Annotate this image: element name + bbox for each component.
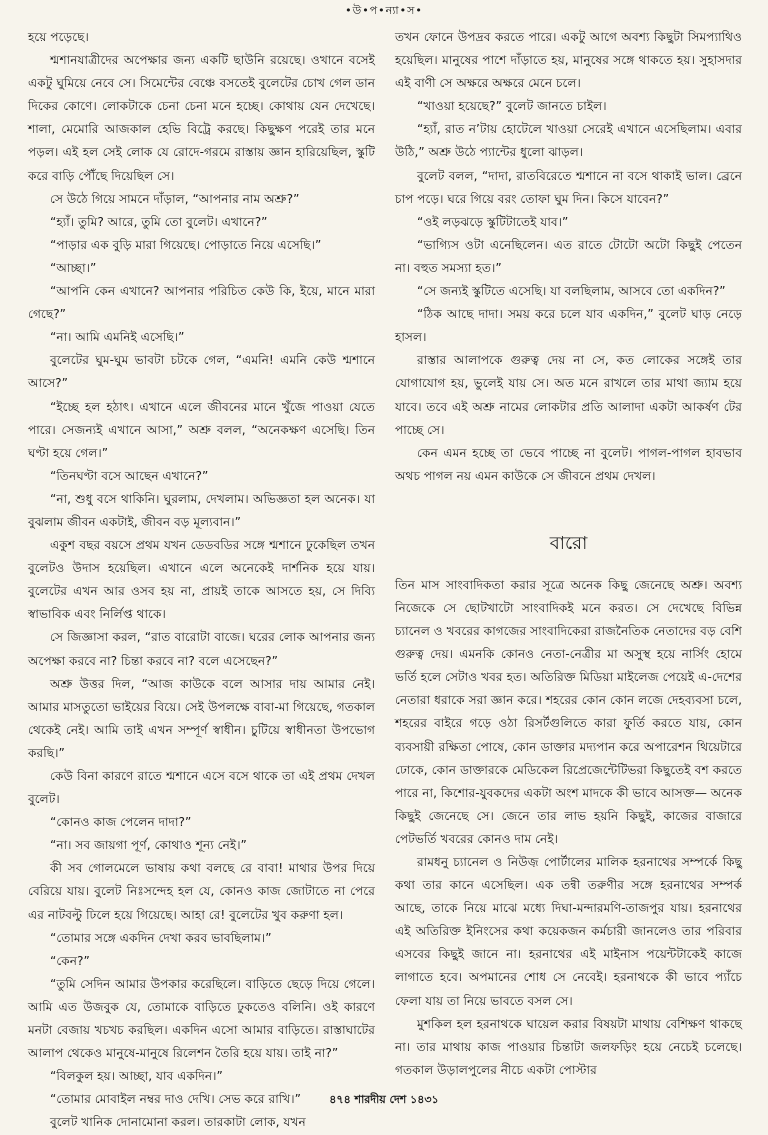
paragraph: “হ্যাঁ, রাত ন’টায় হোটেলে খাওয়া সেরেই এখানে এসেছিলাম। এবার উঠি,” অশ্রু উঠে প্যান্টের ধুলো ঝাড়ল। (395, 122, 742, 160)
running-header: •উ•প•ন্যা•স• (345, 4, 423, 17)
right-column (395, 26, 742, 1082)
paragraph: “হ্যাঁ। তুমি? আরে, তুমি তো বুলেট। এখানে?” (50, 214, 268, 229)
paragraph: “বিলকুল হয়। আচ্ছা, যাব একদিন।” (50, 1069, 223, 1084)
paragraph: শ্মশানযাত্রীদের অপেক্ষার জন্য একটি ছাউনি রয়েছে। ওখানে বসেই একটু ঘুমিয়ে নেবে সে। সিমেন্টের বেঞ্চে বসতেই বুলেটের চোখ গেল ডান দিকের কোণে। লোকটাকে চেনা চেনা মনে হচ্ছে। কোথায় যেন দেখেছে। শালা, মেমোরি আজকাল হেভি বিট্রে করছে। কিছুক্ষণ পরেই তার মনে পড়ল। এই হল সেই লোক যে রোদে-গরমে রাস্তায় জ্ঞান হারিয়েছিল, স্কুটি করে বাড়ি পৌঁছে দিয়েছিল সে। (28, 53, 375, 183)
paragraph: হয়ে পড়েছে। (28, 30, 89, 44)
paragraph: “না, শুধু বসে থাকিনি। ঘুরলাম, দেখলাম। অভিজ্ঞতা হল অনেক। যা বুঝলাম জীবন একটাই, জীবন বড় মূল্যবান।” (28, 491, 375, 529)
left-column (28, 26, 375, 1135)
page-footer: ৪৭৪ শারদীয় দেশ ১৪৩১ (329, 1093, 439, 1106)
paragraph: কেন এমন হচ্ছে তা ভেবে পাচ্ছে না বুলেট। পাগল-পাগল হাবভাব অথচ পাগল নয় এমন কাউকে সে জীবনে প্রথম দেখল। (395, 445, 742, 483)
paragraph: তখন ফোনে উপদ্রব করতে পারে। একটু আগে অবশ্য কিছুটা সিমপ্যাথিও হয়েছিল। মানুষের পাশে দাঁড়াতে হয়, মানুষের সঙ্গে থাকতে হয়। সুহাসদার এই বাণী সে অক্ষরে অক্ষরে মেনে চলে। (395, 30, 742, 91)
paragraph: “ভাগ্যিস ওটা এনেছিলেন। এত রাতে টোটো অটো কিছুই পেতেন না। বহুত সমস্যা হত।” (395, 237, 742, 275)
paragraph: “না। সব জায়গা পূর্ণ, কোথাও শূন্য নেই।” (50, 838, 247, 853)
paragraph: রামধনু চ্যানেল ও নিউজ় পোর্টালের মালিক হরনাথের সম্পর্কে কিছু কথা তার কানে এসেছিল। এক তন্বী তরুণীর সঙ্গে হরনাথের সম্পর্ক আছে, তাকে নিয়ে মাঝে মধ্যে দিঘা-মন্দারমণি-তাজপুর যায়। হরনাথের এই অতিরিক্ত ইনিংসের কথা কয়েকজন কর্মচারী জানলেও তার পরিবার এসবের কিছুই জানে না। হরনাথের এই মাইনাস পয়েন্টটাকেই কাজে লাগাতে হবে। অপমানের শোধ সে নেবেই। হরনাথকে কী ভাবে প্যাঁচে ফেলা যায় তা নিয়ে ভাবতে বসল সে। (395, 855, 742, 1008)
paragraph: মুশকিল হল হরনাথকে ঘায়েল করার বিষয়টা মাথায় বেশিক্ষণ থাকছে না। তার মাথায় কাজ পাওয়ার চিন্তাটা জলফড়িং হয়ে নেচেই চলেছে। গতকাল উড়ালপুলের নীচে একটা পোস্টার (395, 1016, 742, 1077)
paragraph: “কেন?” (50, 953, 90, 968)
paragraph: কী সব গোলমেলে ভাষায় কথা বলছে রে বাবা! মাথার উপর দিয়ে বেরিয়ে যায়। বুলেট নিঃসন্দেহ হল যে, কোনও কাজ জোটাতে না পেরে এর নাটবল্টু ঢিলে হয়ে গিয়েছে। আহা রে! বুলেটের খুব করুণা হল। (28, 861, 375, 922)
paragraph: “সে জন্যই স্কুটিতে এসেছি। যা বলছিলাম, আসবে তো একদিন?” (417, 284, 726, 299)
paragraph: “আপনি কেন এখানে? আপনার পরিচিত কেউ কি, ইয়ে, মানে মারা গেছে?” (28, 284, 375, 322)
paragraph: “তিনঘণ্টা বসে আছেন এখানে?” (50, 468, 209, 483)
paragraph: “ঠিক আছে দাদা। সময় করে চলে যাব একদিন,” বুলেট ঘাড় নেড়ে হাসল। (395, 307, 742, 345)
paragraph: সে জিজ্ঞাসা করল, “রাত বারোটা বাজে। ঘরের লোক আপনার জন্য অপেক্ষা করবে না? চিন্তা করবে না? বলে এসেছেন?” (28, 630, 375, 668)
paragraph: “ইচ্ছে হল হঠাৎ। এখানে এলে জীবনের মানে খুঁজে পাওয়া যেতে পারে। সেজন্যই এখানে আসা,” অশ্রু বলল, “অনেকক্ষণ এসেছি। তিন ঘণ্টা হয়ে গেল।” (28, 399, 375, 460)
paragraph: বুলেট বলল, “দাদা, রাতবিরেতে শ্মশানে না বসে থাকাই ভাল। ব্রেনে চাপ পড়ে। ঘরে গিয়ে বরং তোফা ঘুম দিন। কিসে যাবেন?” (395, 168, 742, 206)
paragraph: “আচ্ছা।” (50, 260, 97, 275)
paragraph: রাস্তার আলাপকে গুরুত্ব দেয় না সে, কত লোকের সঙ্গেই তার যোগাযোগ হয়, ভুলেই যায় সে। অত মনে রাখলে তার মাথা জ্যাম হয়ে যাবে। তবে এই অশ্রু নামের লোকটার প্রতি আলাদা একটা আকর্ষণ টের পাচ্ছে সে। (395, 353, 742, 437)
paragraph: “তোমার মোবাইল নম্বর দাও দেখি। সেভ করে রাখি।” (50, 1092, 301, 1107)
paragraph: “পাড়ার এক বুড়ি মারা গিয়েছে। পোড়াতে নিয়ে এসেছি।” (50, 237, 322, 252)
chapter-heading: বারো (549, 532, 588, 554)
paragraph: অশ্রু উত্তর দিল, “আজ কাউকে বলে আসার দায় আমার নেই। আমার মাসতুতো ভাইয়ের বিয়ে। সেই উপলক্ষে বাবা-মা গিয়েছে, গতকাল থেকেই নেই। আমি তাই এখন সম্পূর্ণ স্বাধীন। চুটিয়ে স্বাধীনতা উপভোগ করছি।” (28, 676, 375, 760)
paragraph: “কোনও কাজ পেলেন দাদা?” (50, 815, 192, 830)
paragraph: বুলেটের ঘুম-ঘুম ভাবটা চটকে গেল, “এমনি! এমনি কেউ শ্মশানে আসে?” (28, 353, 375, 391)
paragraph: “না। আমি এমনিই এসেছি।” (50, 330, 185, 345)
paragraph: বুলেট খানিক দোনামোনা করল। তারকাটা লোক, যখন (50, 1115, 306, 1130)
paragraph: সে উঠে গিয়ে সামনে দাঁড়াল, “আপনার নাম অশ্রু?” (50, 191, 300, 206)
paragraph: “খাওয়া হয়েছে?” বুলেট জানতে চাইল। (417, 99, 607, 114)
paragraph: “ওই লড়ঝড়ে স্কুটিটাতেই যাব।” (417, 214, 569, 229)
paragraph: “তুমি সেদিন আমার উপকার করেছিলে। বাড়িতে ছেড়ে দিয়ে গেলে। আমি এত উজবুক যে, তোমাকে বাড়িতে ঢুকতেও বলিনি। ওই কারণে মনটা বেজায় খচখচ করছিল। একদিন এসো আমার বাড়িতে। রাস্তাঘাটের আলাপ থেকেও মানুষে-মানুষে রিলেশন তৈরি হয়ে যায়। তাই না?” (28, 976, 375, 1061)
paragraph: তিন মাস সাংবাদিকতা করার সূত্রে অনেক কিছু জেনেছে অশ্রু। অবশ্য নিজেকে সে ছোটখাটো সাংবাদিকই মনে করত। সে দেখেছে বিভিন্ন চ্যানেল ও খবরের কাগজের সাংবাদিকেরা রাজনৈতিক নেতাদের বড় বেশি গুরুত্ব দেয়। এমনকি কোনও নেতা-নেত্রীর মা অসুস্থ হয়ে নার্সিং হোমে ভর্তি হলে সেটাও খবর হত। অতিরিক্ত মিডিয়া মাইলেজ পেয়েই এ-দেশের নেতারা ধরাকে সরা জ্ঞান করে। শহরের কোন কোন লজে দেহব্যবসা চলে, শহরের বাইরে গড়ে ওঠা রিসর্টগুলিতে কারা ফুর্তি করতে যায়, কোন ব্যবসায়ী রক্ষিতা পোষে, কোন ডাক্তার মদ্যপান করে অপারেশন থিয়েটারে ঢোকে, কোন ডাক্তারকে মেডিকেল রিপ্রেজেন্টেটিভরা কিছুতেই বশ করতে পারে না, কিশোর-যুবকদের একটা অংশ মাদকে কী ভাবে আসক্ত— অনেক কিছুই জেনেছে সে। জেনে তার লাভ হয়নি কিছুই, কাজের বাজারে পেটভর্তি খবরের কোনও দাম নেই। (395, 577, 743, 846)
paragraph: একুশ বছর বয়সে প্রথম যখন ডেডবডির সঙ্গে শ্মশানে ঢুকেছিল তখন বুলেটও উদাস হয়েছিল। এখানে এলে অনেকেই দার্শনিক হয়ে যায়। বুলেটের এখন আর ওসব হয় না, প্রায়ই তাকে আসতে হয়, সে দিব্যি স্বাভাবিক এবং নির্লিপ্ত থাকে। (28, 538, 375, 622)
paragraph: “তোমার সঙ্গে একদিন দেখা করব ভাবছিলাম।” (50, 930, 272, 945)
paragraph: কেউ বিনা কারণে রাতে শ্মশানে এসে বসে থাকে তা এই প্রথম দেখল বুলেট। (28, 769, 375, 807)
